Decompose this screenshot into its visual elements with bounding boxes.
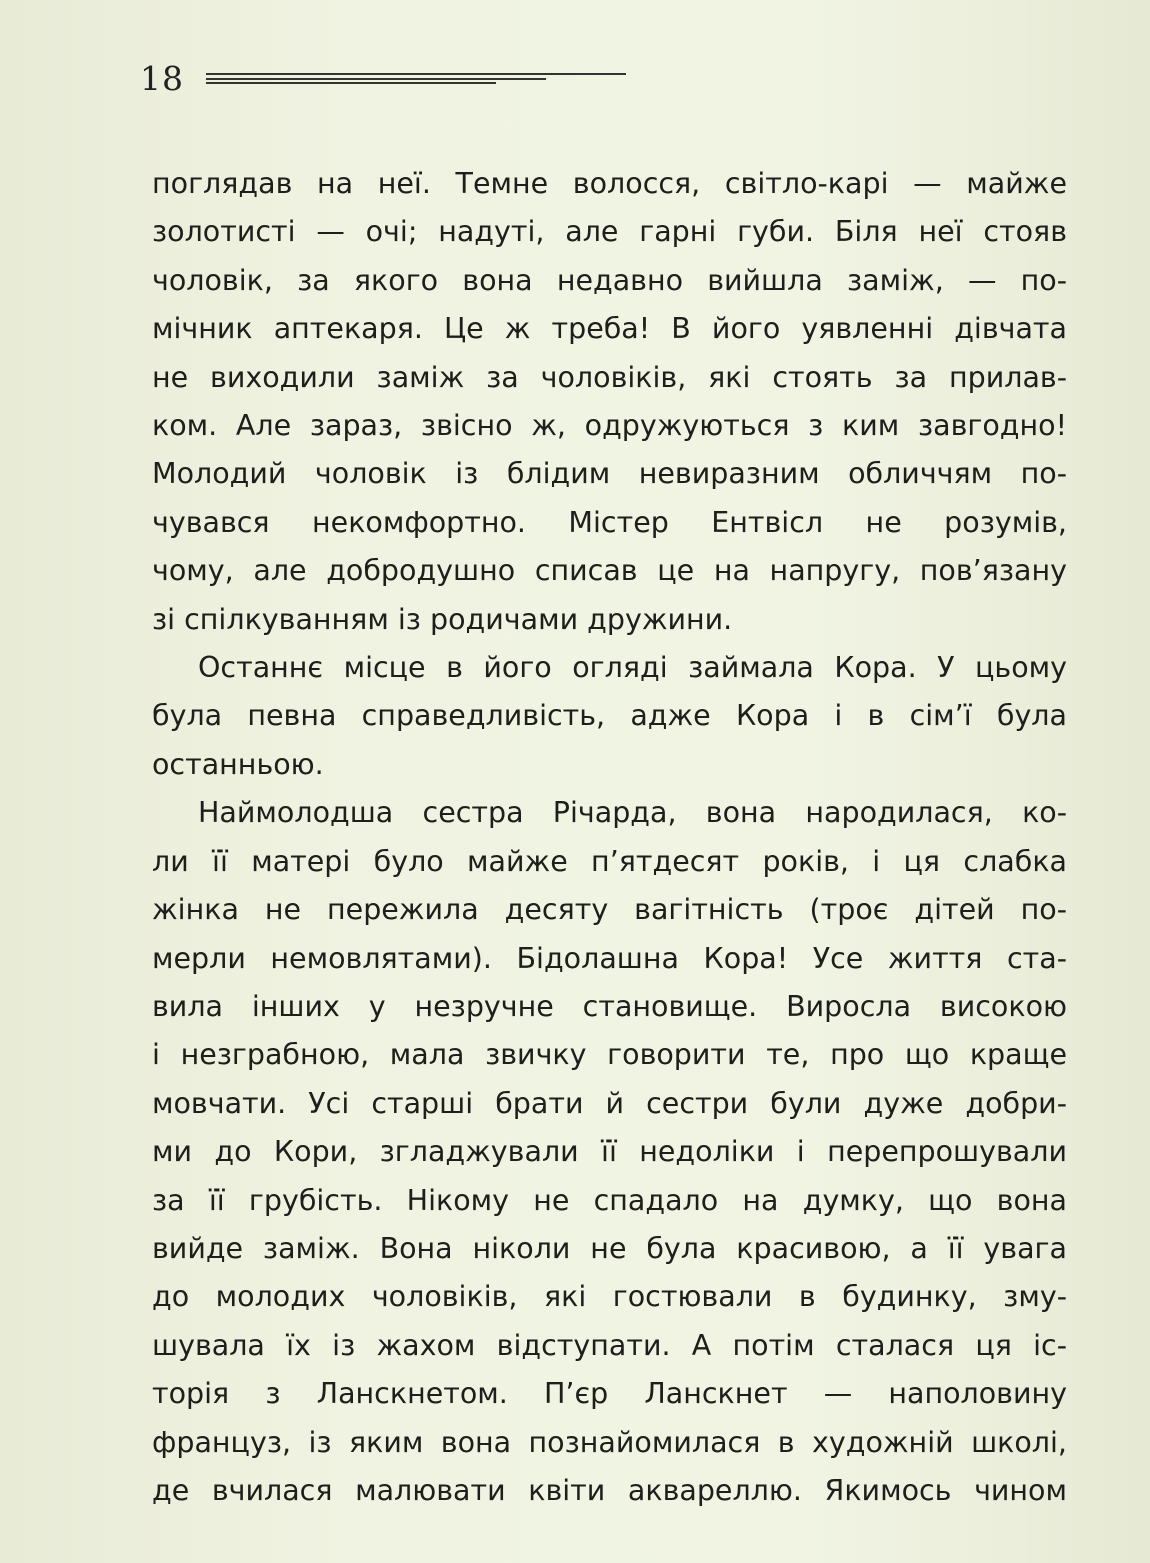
text-line: за її грубість. Нікому не спадало на думку, що вона xyxy=(152,1183,1067,1217)
text-line: вила інших у незручне становище. Виросла високою xyxy=(152,989,1067,1023)
text-line: до молодих чоловіків, які гостювали в будинку, зму- xyxy=(152,1280,1067,1314)
text-line: і незграбною, мала звичку говорити те, про що краще xyxy=(152,1038,1067,1072)
text-line: де вчилася малювати квіти аквареллю. Якимось чином xyxy=(152,1473,1067,1507)
text-line: чоловік, за якого вона недавно вийшла заміж, — по- xyxy=(152,263,1067,297)
text-line: француз, із яким вона познайомилася в художній школі, xyxy=(152,1425,1067,1459)
text-line: була певна справедливість, адже Кора і в сім’ї була xyxy=(152,699,1067,733)
text-line: чувався некомфортно. Містер Ентвісл не розумів, xyxy=(152,505,1067,539)
text-line: ком. Але зараз, звісно ж, одружуються з ким завгодно! xyxy=(152,409,1067,443)
text-line: золотисті — очі; надуті, але гарні губи. Біля неї стояв xyxy=(152,215,1067,249)
text-line: шувала їх із жахом відступати. А потім сталася ця іс- xyxy=(152,1328,1067,1362)
text-line: мічник аптекаря. Це ж треба! В його уявленні дівчата xyxy=(152,312,1067,346)
text-line: мерли немовлятами). Бідолашна Кора! Усе життя ста- xyxy=(152,941,1067,975)
body-text xyxy=(152,160,1067,1515)
text-line: ми до Кори, згладжували її недоліки і перепрошували xyxy=(152,1135,1067,1169)
text-line: зі спілкуванням із родичами дружини. xyxy=(152,602,733,636)
text-line: Останнє місце в його огляді займала Кора. У цьому xyxy=(198,651,1067,685)
page-header xyxy=(140,56,626,100)
text-line: не виходили заміж за чоловіків, які стоять за прилав- xyxy=(152,360,1067,394)
text-line: торія з Ланскнетом. П’єр Ланскнет — наполовину xyxy=(152,1377,1067,1411)
header-rule-line xyxy=(206,73,626,75)
text-line: Молодий чоловік із блідим невиразним обличчям по- xyxy=(152,457,1067,491)
header-rule-line xyxy=(206,82,496,84)
text-line: чому, але добродушно списав це на напругу, пов’язану xyxy=(152,554,1067,588)
text-line: останньою. xyxy=(152,747,324,781)
text-line: жінка не пережила десяту вагітність (троє дітей по- xyxy=(152,893,1067,927)
text-line: мовчати. Усі старші брати й сестри були дуже добри- xyxy=(152,1086,1067,1120)
text-line: ли її матері було майже п’ятдесят років, і ця слабка xyxy=(152,844,1067,878)
text-line: поглядав на неї. Темне волосся, світло-карі — майже xyxy=(152,167,1067,200)
header-rule xyxy=(206,71,626,85)
header-rule-line xyxy=(206,78,546,80)
text-line: Наймолодша сестра Річарда, вона народилася, ко- xyxy=(198,796,1067,830)
page-number: 18 xyxy=(140,58,184,98)
text-line: вийде заміж. Вона ніколи не була красивою, а її увага xyxy=(152,1231,1067,1265)
